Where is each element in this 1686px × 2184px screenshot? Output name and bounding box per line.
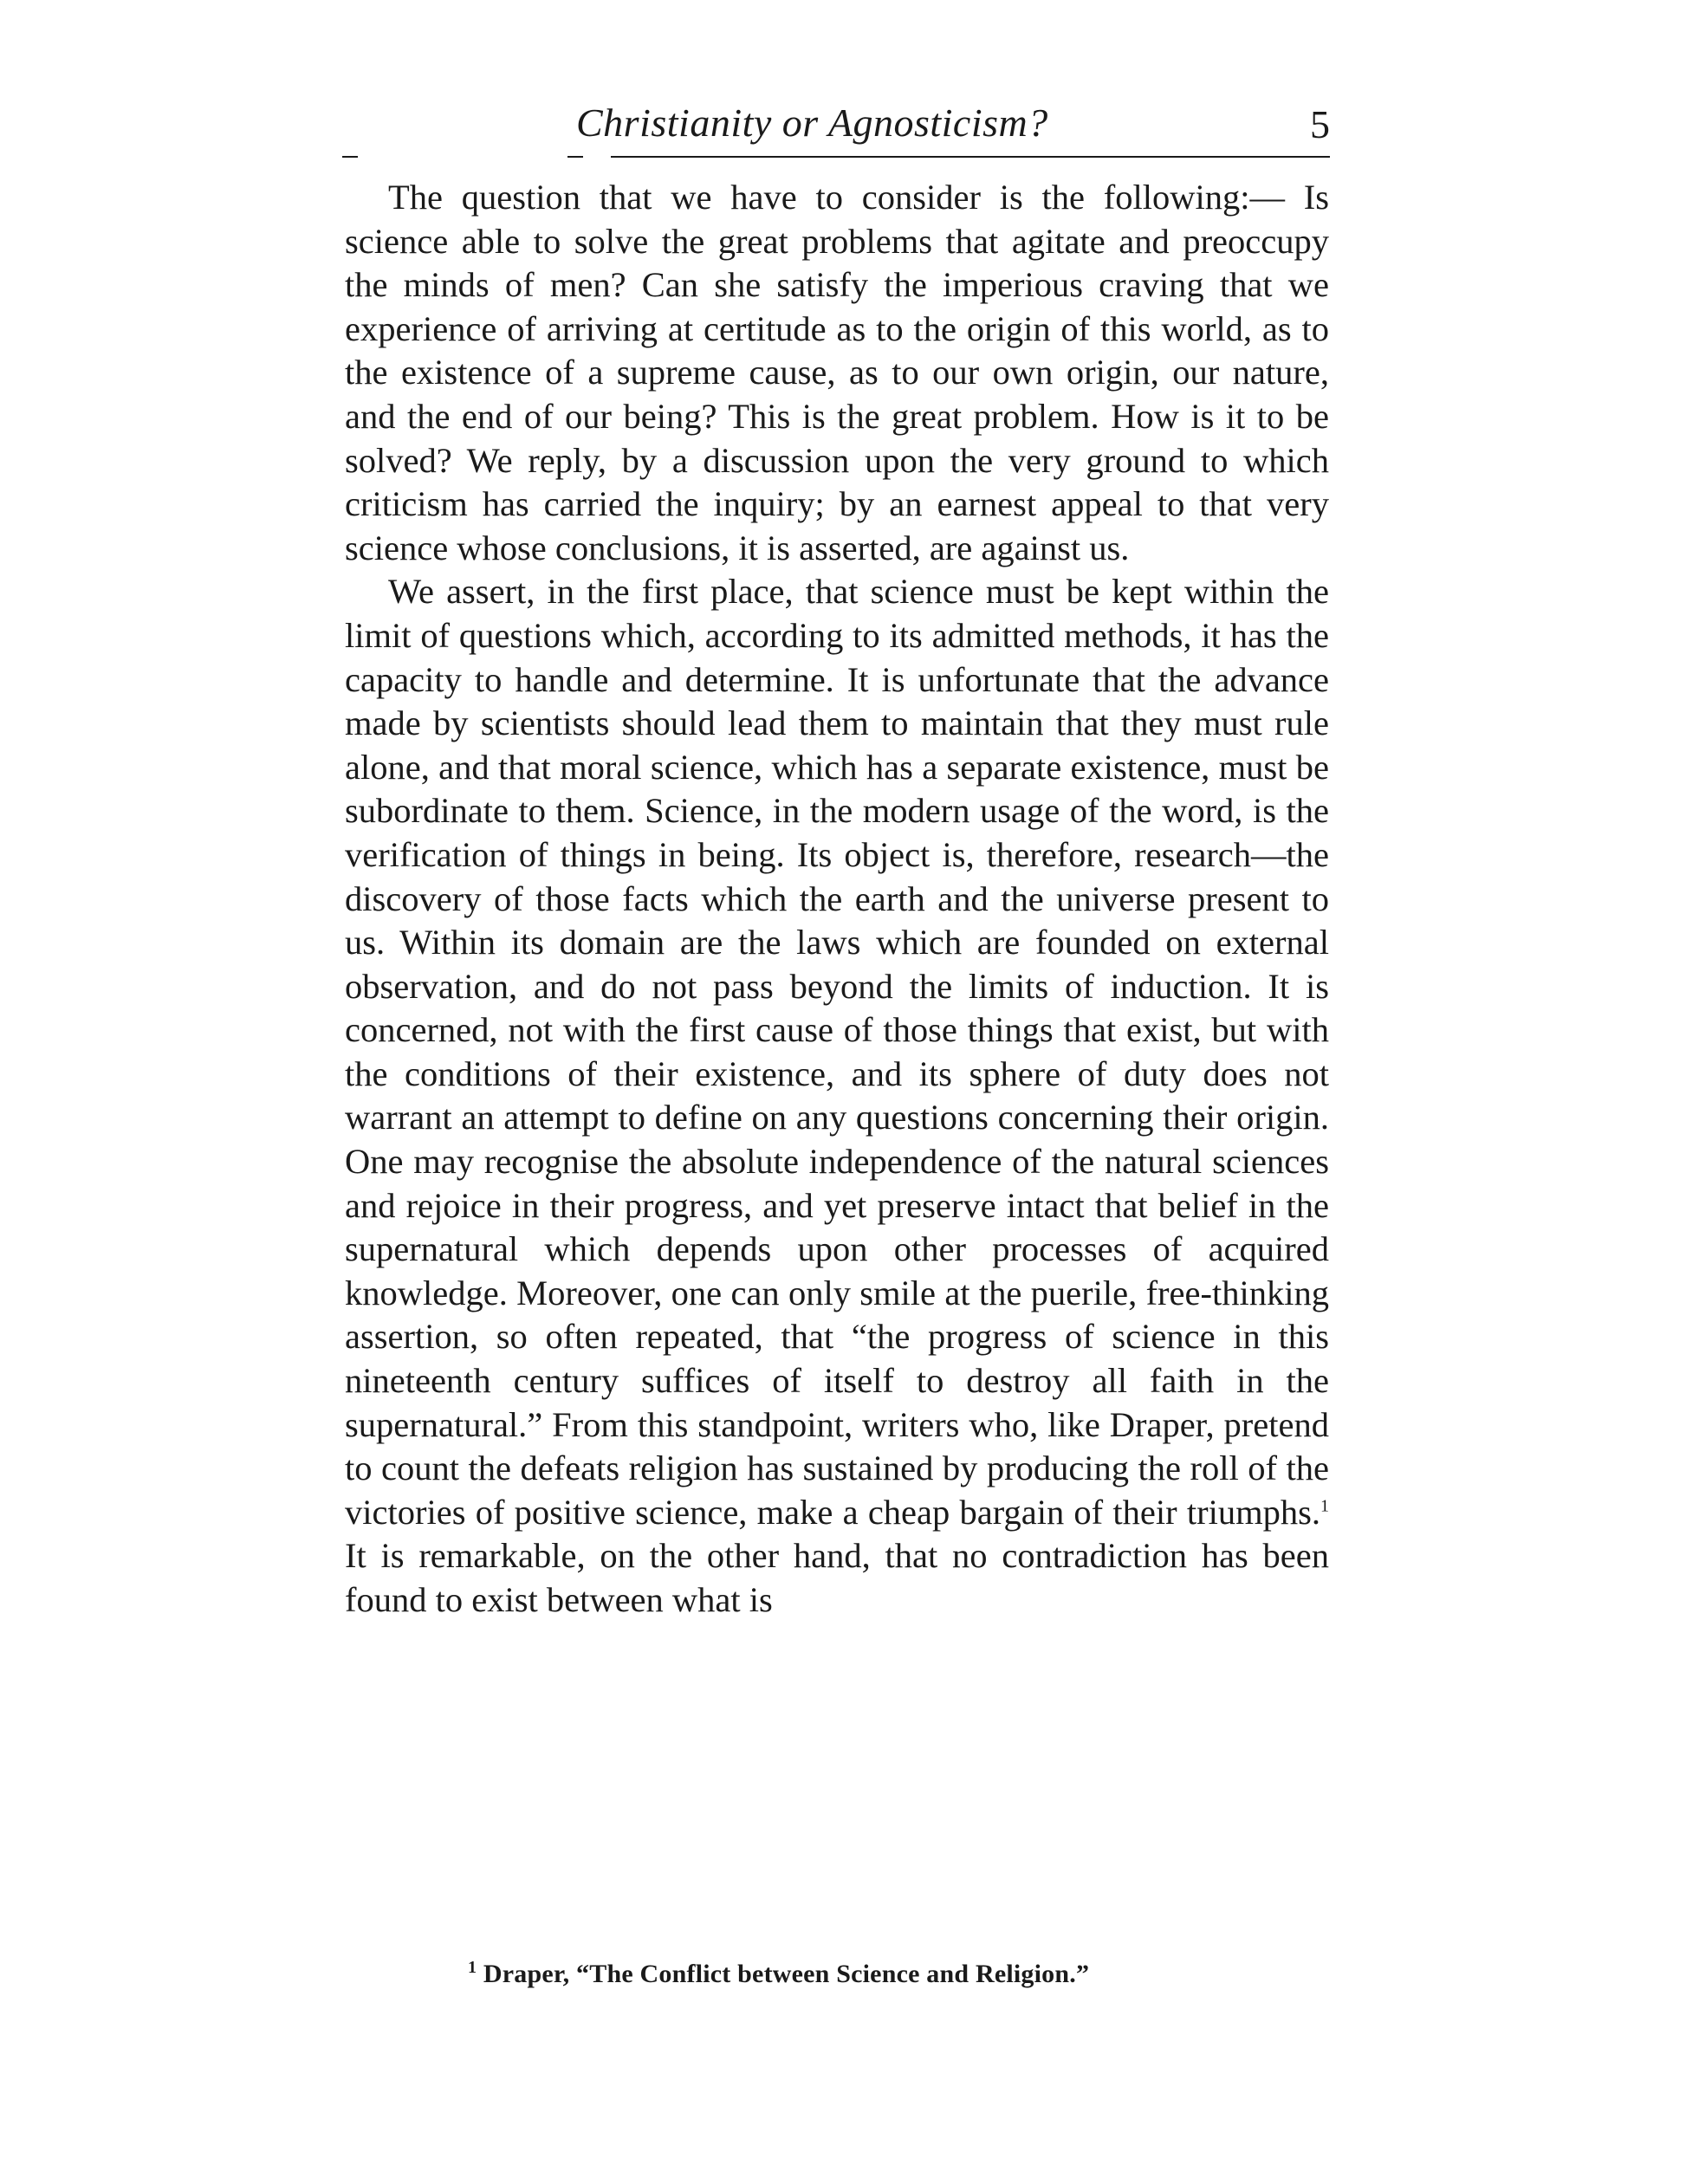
page-number: 5 — [1310, 102, 1330, 146]
header-rule — [611, 156, 1330, 158]
paragraph-text: We assert, in the first place, that science must be kept within the limit of questions which, according to its admitted methods, it has the capacity to handle and determine. It is unfortunate that the advance made by scientists should lead them to maintain that they must rule alone, and that moral science, which has a separate existence, must be subordinate to them. Science, in the modern usage of the word, is the verification of things in being. Its object is, therefore, research—the discovery of those facts which the earth and the universe present to us. Within its domain are the laws which are founded on external observation, and do not pass beyond the limits of induction. It is concerned, not with the first cause of those things that exist, but with the conditions of their existence, and its sphere of duty does not warrant an attempt to define on any questions concerning their origin. One may recognise the absolute independence of the natural sciences and rejoice in their progress, and yet preserve intact that belief in the supernatural which depends upon other processes of acquired knowledge. Moreover, one can only smile at the puerile, free-thinking assertion, so often repeated, that “the progress of science in this nineteenth century suffices of itself to destroy all faith in the supernatural.” From this standpoint, writers who, like Draper, pretend to count the defeats religion has sustained by producing the roll of the victories of positive science, make a cheap bargain of their triumphs. — [345, 572, 1329, 1532]
footnote-text: Draper, “The Conflict between Science and Religion.” — [483, 1960, 1090, 1988]
paragraph-text-continued: It is remarkable, on the other hand, that no contradiction has been found to exist between what is — [345, 1536, 1329, 1619]
body-text — [345, 176, 1329, 1623]
header-rule-fragment — [342, 156, 358, 158]
footnote — [468, 1960, 1089, 1989]
running-title: Christianity or Agnosticism? — [576, 100, 1048, 145]
running-head — [342, 100, 1330, 160]
header-rule-fragment — [567, 156, 583, 158]
paragraph — [345, 570, 1329, 1622]
paragraph — [345, 176, 1329, 570]
footnote-reference: 1 — [1320, 1496, 1329, 1516]
footnote-marker: 1 — [468, 1958, 477, 1977]
paragraph-text: The question that we have to consider is the following:— Is science able to solve the great problems that agitate and preoccupy the minds of men? Can she satisfy the imperious craving that we experience of arriving at certitude as to the origin of this world, as to the existence of a supreme cause, as to our own origin, our nature, and the end of our being? This is the great problem. How is it to be solved? We reply, by a discussion upon the very ground to which criticism has carried the inquiry; by an earnest appeal to that very science whose conclusions, it is asserted, are against us. — [345, 178, 1329, 567]
